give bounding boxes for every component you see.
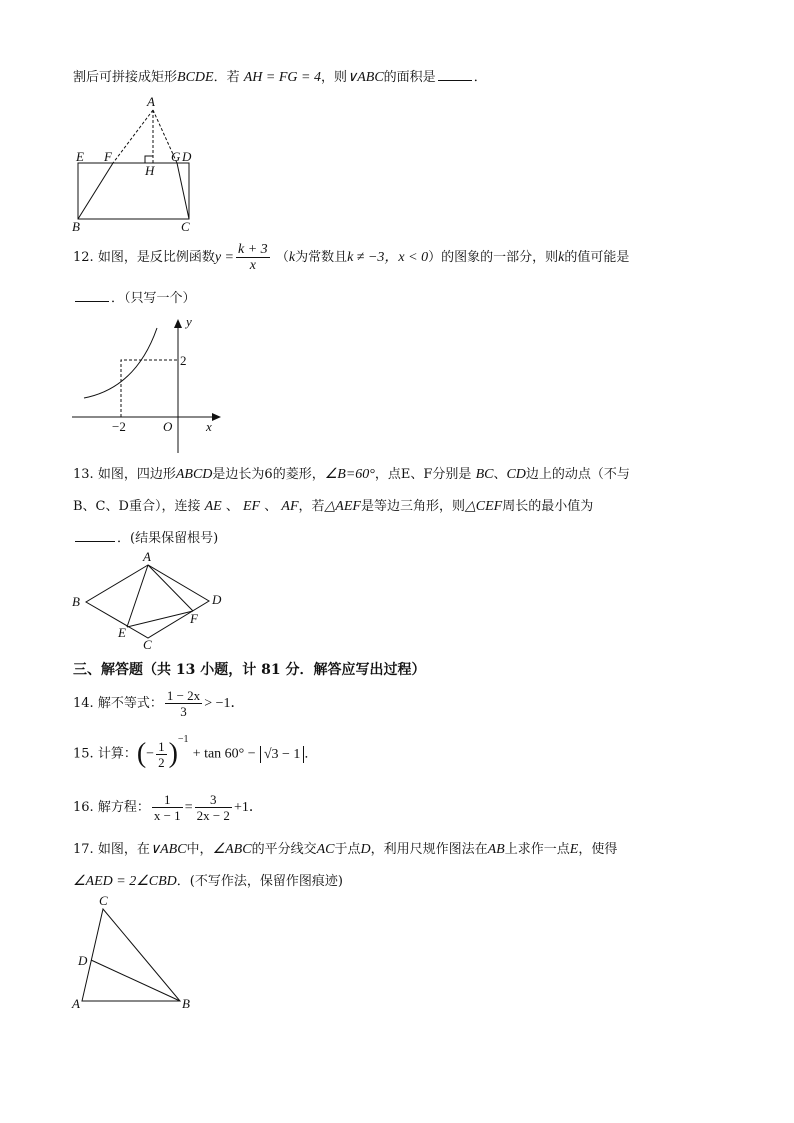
q15-number: 15.	[73, 746, 94, 762]
q13-text-d: ，点	[374, 467, 401, 482]
q13-text-a: 如图，四边形	[97, 467, 176, 482]
q12-label-neg-two: −2	[112, 419, 126, 434]
q13-six: 6	[264, 467, 273, 482]
q13-ae: AE	[204, 499, 222, 514]
q13-text-e: 分别是	[432, 467, 472, 482]
q15-fraction	[156, 739, 167, 770]
q15-end: ．	[304, 746, 318, 762]
q16-f2-num: 3	[195, 792, 232, 808]
q11-label-h: H	[145, 163, 155, 178]
q17-e: E	[569, 842, 579, 857]
q16-fraction-2	[195, 792, 232, 823]
q14-fraction	[165, 688, 202, 719]
q16-fraction-1	[152, 792, 183, 823]
q17-label-a: A	[72, 996, 80, 1011]
q13-text-f: 、	[493, 467, 507, 482]
q12-figure	[0, 310, 260, 455]
q12-label-origin: O	[163, 419, 173, 434]
q13-answer-blank	[75, 541, 115, 542]
q12-fraction	[236, 242, 270, 273]
q13-cd: CD	[506, 467, 526, 482]
q15-frac-num: 1	[158, 738, 165, 754]
q17-angle: ∠ABC	[212, 842, 252, 857]
q11-equation: AH = FG = 4	[243, 70, 321, 85]
q13-bc: BC	[475, 467, 494, 482]
q11-text-a: 割后可拼接成矩形	[73, 70, 178, 85]
q11-text-c: ，则	[320, 70, 347, 85]
q11-triangle: ∨ABC	[346, 70, 384, 85]
q13-label-e: E	[118, 625, 126, 640]
q13-line2-c: ，若	[298, 499, 325, 514]
q12-text-a: 如图，是反比例函数	[97, 250, 215, 265]
q12-condition: k ≠ −3，x < 0	[347, 250, 429, 265]
q14-frac-den: 3	[180, 704, 187, 719]
q16-end: +1．	[233, 800, 263, 815]
q12-text-b: （	[275, 250, 289, 265]
q17-text-a: 如图，在	[97, 842, 150, 857]
q15-exponent: −1	[177, 734, 189, 746]
q16-number: 16.	[73, 800, 94, 815]
q13-quad: ABCD	[175, 467, 213, 482]
q11-label-d: D	[182, 149, 192, 164]
q17-text-d: 于点	[334, 842, 361, 857]
q17-triangle: ∨ABC	[149, 842, 187, 857]
q15-text: 计算：	[97, 746, 137, 762]
q11-text-d: 的面积是	[383, 70, 436, 85]
q17-text-f: 上求作一点	[504, 842, 570, 857]
q11-label-b: B	[72, 219, 80, 234]
q13-line2-d: 是等边三角形，则	[360, 499, 465, 514]
q16	[73, 792, 263, 823]
q12-frac-num: k + 3	[238, 242, 268, 257]
q12-text-f: ．（只写一个）	[111, 291, 196, 306]
q13-text-line2	[73, 495, 593, 515]
q12-text-e: 的值可能是	[564, 250, 630, 265]
q16-text: 解方程：	[97, 800, 150, 815]
q11-label-g: G	[171, 149, 181, 164]
q13-label-d: D	[212, 592, 222, 607]
q14	[73, 688, 244, 719]
q13-line3: ．(结果保留根号)	[117, 531, 219, 546]
q14-text: 解不等式：	[97, 696, 163, 711]
q17-ac: AC	[316, 842, 335, 857]
q13-label-c: C	[143, 637, 152, 652]
q13-text-c: 的菱形，	[272, 467, 325, 482]
q16-f1-den: x − 1	[153, 808, 181, 823]
q17-label-d: D	[78, 953, 88, 968]
section-3-title: 三、解答题（共 13 小题，计 81 分．解答应写出过程）	[73, 662, 426, 678]
q12-y-eq: y =	[214, 250, 235, 265]
q12-text-c: 为常数且	[295, 250, 348, 265]
q11-text-b: ．若	[213, 70, 240, 85]
q17-d: D	[360, 842, 371, 857]
q15-minus: −	[146, 746, 155, 762]
q13-number: 13.	[73, 467, 94, 482]
q12-k2: k	[558, 250, 565, 265]
q13-sep-2: 、	[264, 499, 278, 514]
q14-number: 14.	[73, 696, 94, 711]
q17-label-b: B	[182, 996, 190, 1011]
q13-text-b: 是边长为	[212, 467, 265, 482]
q12-label-x: x	[206, 419, 212, 434]
q17-text-c: 的平分线交	[251, 842, 317, 857]
q15-mid: + tan 60° −	[192, 746, 256, 762]
q14-rest: > −1．	[204, 696, 245, 711]
q12-text	[73, 242, 629, 273]
q12-label-two: 2	[180, 353, 187, 368]
q13-aef: △AEF	[324, 499, 361, 514]
q17-label-c: C	[99, 893, 108, 908]
q17-text	[73, 838, 617, 858]
q13-line2-a: B、C、D	[73, 499, 129, 514]
q12-text-d: ）的图象的一部分，则	[428, 250, 559, 265]
q13-text	[73, 463, 630, 483]
q13-points-ef: E、F	[400, 467, 433, 482]
q16-f1-num: 1	[152, 792, 183, 808]
q12-label-y: y	[186, 314, 192, 329]
q12-frac-den: x	[249, 258, 256, 273]
q11-label-a: A	[147, 94, 155, 109]
q16-f2-den: 2x − 2	[196, 808, 230, 823]
q13-label-a: A	[143, 549, 151, 564]
q15: 15. 计算：(− $\frac{1}{2}$ )$^{-1}$ + tan 60° − √3 − 1 ．	[73, 734, 318, 770]
q17-equation: ∠AED = 2∠CBD	[73, 874, 177, 889]
q12-number: 12.	[73, 250, 94, 265]
q13-line2-e: 周长的最小值为	[502, 499, 594, 514]
q17-line2: ．(不写作法，保留作图痕迹)	[176, 874, 343, 889]
q12-k: k	[288, 250, 296, 265]
q13-label-f: F	[190, 611, 198, 626]
q17-figure	[0, 890, 260, 1020]
q13-sep-1: 、	[225, 499, 239, 514]
q11-label-f: F	[104, 149, 112, 164]
q17-number: 17.	[73, 842, 94, 857]
q11-figure	[0, 0, 794, 240]
q15-abs: √3 − 1	[260, 746, 305, 763]
q11-text-e: ．	[473, 70, 487, 85]
q13-figure	[0, 545, 260, 655]
q13-ef: EF	[243, 499, 261, 514]
q12-text-line2	[73, 287, 196, 306]
q17-text-line2	[73, 870, 343, 890]
q11-label-e: E	[76, 149, 84, 164]
q17-text-g: ，使得	[578, 842, 618, 857]
q11-rect-name: BCDE	[177, 70, 214, 85]
q13-af: AF	[281, 499, 299, 514]
q13-cef: △CEF	[464, 499, 503, 514]
q17-text-e: ，利用尺规作图法在	[370, 842, 488, 857]
q13-line2-b: 重合），连接	[128, 499, 201, 514]
q16-equals: =	[184, 800, 193, 815]
q17-ab: AB	[487, 842, 505, 857]
q17-text-b: 中，	[186, 842, 213, 857]
q12-answer-blank	[75, 301, 109, 302]
q13-text-g: 边上的动点（不与	[525, 467, 630, 482]
q11-label-c: C	[181, 219, 190, 234]
q13-angle: ∠B=60°	[324, 467, 375, 482]
q15-frac-den: 2	[158, 754, 165, 770]
q14-frac-num: 1 − 2x	[166, 688, 201, 703]
q13-text-line3	[73, 527, 218, 546]
q13-label-b: B	[72, 594, 80, 609]
